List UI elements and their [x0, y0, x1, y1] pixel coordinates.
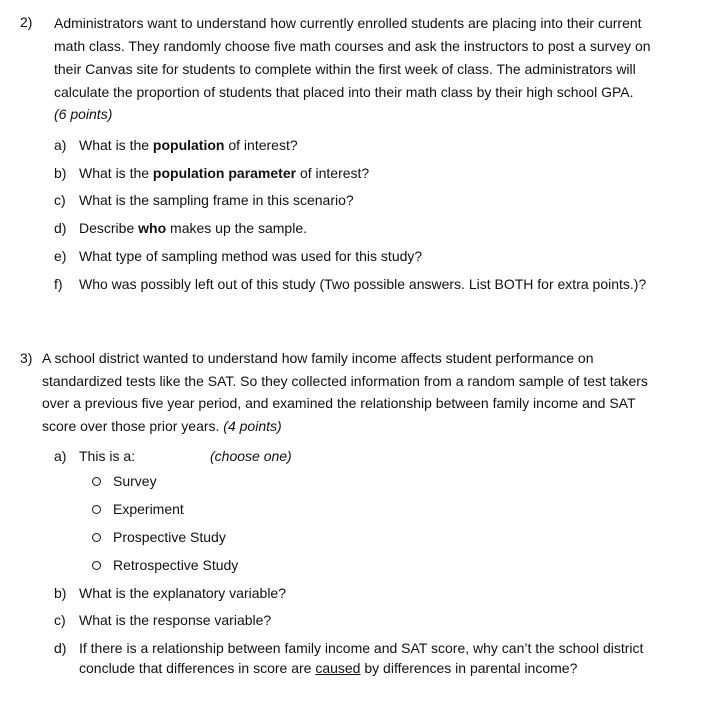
- question-2f-label: f): [54, 276, 63, 292]
- question-3-line-2: standardized tests like the SAT. So they collected information from a random sample of test takers: [42, 373, 648, 389]
- question-2a: a) What is the population of interest?: [54, 134, 298, 156]
- question-3-points: (4 points): [223, 418, 282, 434]
- question-2-line-2: math class. They randomly choose five math courses and ask the instructors to post a survey on: [54, 38, 651, 54]
- question-3-number: 3): [20, 350, 33, 366]
- radio-circle-icon[interactable]: [92, 477, 101, 486]
- question-2b-label: b): [54, 165, 67, 181]
- question-2-line-1: Administrators want to understand how currently enrolled students are placing into their current: [54, 15, 642, 31]
- question-2-line-3: their Canvas site for students to complete within the first week of class. The administrators will: [54, 61, 636, 77]
- radio-circle-icon[interactable]: [92, 505, 101, 514]
- option-retrospective-study[interactable]: Retrospective Study: [92, 554, 238, 576]
- question-2a-label: a): [54, 137, 67, 153]
- question-3a: a) This is a:: [54, 445, 135, 467]
- question-2f: f) Who was possibly left out of this study (Two possible answers. List BOTH for extra points.)?: [54, 273, 646, 295]
- question-2-points: (6 points): [54, 106, 113, 122]
- question-3a-label: a): [54, 448, 67, 464]
- option-prospective-study[interactable]: Prospective Study: [92, 526, 226, 548]
- question-2-number: 2): [20, 14, 33, 30]
- question-2-line-4: calculate the proportion of students that placed into their math class by their high school GPA.: [54, 84, 634, 100]
- radio-circle-icon[interactable]: [92, 533, 101, 542]
- question-3c-label: c): [54, 612, 66, 628]
- question-2e-label: e): [54, 248, 67, 264]
- question-2e: e) What type of sampling method was used for this study?: [54, 245, 422, 267]
- question-2c: c) What is the sampling frame in this scenario?: [54, 189, 354, 211]
- question-3d: d) If there is a relationship between family income and SAT score, why can’t the school district: [54, 637, 643, 659]
- question-3c: c) What is the response variable?: [54, 609, 271, 631]
- question-3-line-1: A school district wanted to understand how family income affects student performance on: [42, 350, 594, 366]
- question-3b: b) What is the explanatory variable?: [54, 582, 286, 604]
- option-experiment[interactable]: Experiment: [92, 498, 184, 520]
- question-2c-label: c): [54, 192, 66, 208]
- question-2d: d) Describe who makes up the sample.: [54, 217, 307, 239]
- question-2d-label: d): [54, 220, 67, 236]
- question-3d-line-2: conclude that differences in score are caused by differences in parental income?: [79, 660, 578, 676]
- question-3-line-4: score over those prior years. (4 points): [42, 418, 282, 434]
- question-3a-hint: (choose one): [210, 448, 292, 464]
- question-3d-label: d): [54, 640, 67, 656]
- question-2b: b) What is the population parameter of interest?: [54, 162, 369, 184]
- option-survey[interactable]: Survey: [92, 470, 157, 492]
- question-3b-label: b): [54, 585, 67, 601]
- question-3-line-3: over a previous five year period, and examined the relationship between family income and SAT: [42, 395, 636, 411]
- radio-circle-icon[interactable]: [92, 561, 101, 570]
